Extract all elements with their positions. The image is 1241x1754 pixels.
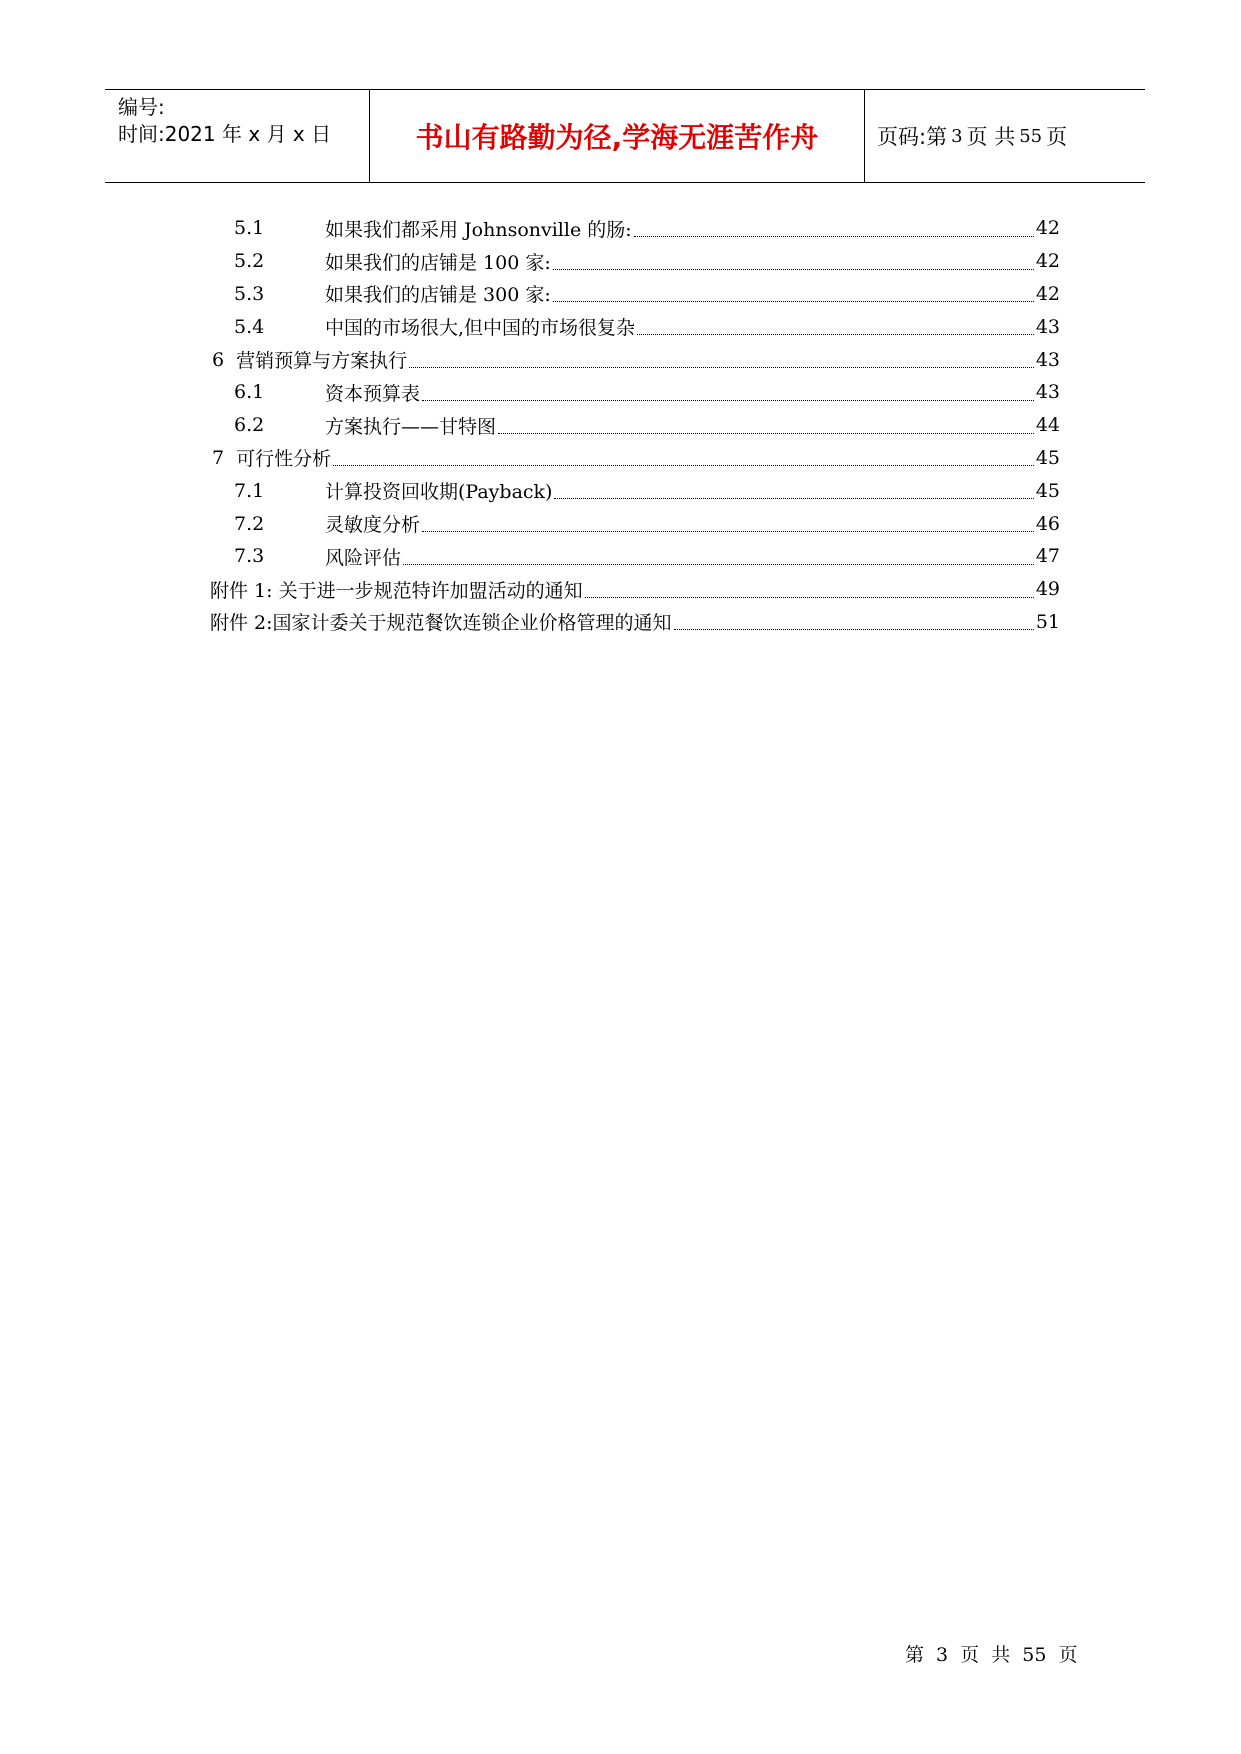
toc-entry-number: 5.1 — [234, 217, 265, 240]
toc-entry[interactable] — [212, 409, 1060, 442]
toc-entry-title: 风险评估 — [325, 546, 402, 569]
toc-dot-leader — [498, 433, 1034, 434]
toc-entry[interactable] — [212, 212, 1060, 245]
toc-entry[interactable] — [212, 442, 1060, 475]
page-suffix: 页 — [1046, 125, 1068, 149]
toc-entry-page: 46 — [1035, 512, 1060, 535]
toc-entry[interactable] — [210, 606, 1060, 639]
toc-entry-page: 43 — [1035, 315, 1060, 338]
page-mid: 页 共 — [966, 125, 1016, 149]
toc-entry-page: 42 — [1035, 282, 1060, 305]
page-current: 3 — [951, 125, 963, 147]
toc-entry-page: 44 — [1035, 414, 1060, 437]
toc-entry-page: 42 — [1035, 250, 1060, 273]
toc-entry-number: 7.1 — [234, 479, 265, 502]
toc-entry-title: 营销预算与方案执行 — [236, 350, 408, 373]
toc-entry[interactable] — [212, 245, 1060, 278]
toc-entry-title: 如果我们的店铺是 300 家: — [325, 284, 551, 307]
toc-entry-page: 51 — [1035, 610, 1060, 633]
toc-entry[interactable] — [210, 573, 1060, 606]
toc-entry-page: 45 — [1035, 479, 1060, 502]
toc-entry-title: 如果我们都采用 Johnsonville 的肠: — [325, 218, 632, 241]
toc-dot-leader — [637, 334, 1034, 335]
toc-dot-leader — [553, 269, 1034, 270]
toc-entry-number: 5.2 — [234, 250, 265, 273]
toc-entry-title: 资本预算表 — [325, 382, 421, 405]
toc-entry-number: 6.1 — [234, 381, 265, 404]
toc-entry-number: 6.2 — [234, 414, 265, 437]
toc-entry-page: 43 — [1035, 348, 1060, 371]
page-footer: 第 3 页 共 55 页 — [905, 1644, 1078, 1666]
toc-entry-title: 灵敏度分析 — [325, 514, 421, 537]
toc-entry[interactable] — [212, 376, 1060, 409]
header-motto: 书山有路勤为径,学海无涯苦作舟 — [370, 90, 865, 182]
toc-entry[interactable] — [212, 343, 1060, 376]
page-header — [105, 89, 1145, 183]
toc-dot-leader — [674, 629, 1034, 630]
toc-entry-page: 42 — [1035, 217, 1060, 240]
toc-dot-leader — [409, 367, 1034, 368]
toc-entry[interactable] — [212, 474, 1060, 507]
toc-entry-number: 7.3 — [234, 545, 265, 568]
page-total: 55 — [1019, 125, 1043, 147]
toc-entry-page: 43 — [1035, 381, 1060, 404]
toc-entry-title: 附件 1: 关于进一步规范特许加盟活动的通知 — [210, 579, 583, 602]
toc-dot-leader — [422, 400, 1034, 401]
toc-entry-number: 5.4 — [234, 315, 265, 338]
toc-entry-number: 7 — [212, 446, 225, 469]
toc-entry-title: 方案执行——甘特图 — [325, 415, 497, 438]
toc-entry-title: 附件 2:国家计委关于规范餐饮连锁企业价格管理的通知 — [210, 612, 672, 635]
page-prefix: 页码:第 — [877, 125, 948, 149]
time-label: 时间:2021 年 x 月 x 日 — [118, 122, 332, 146]
toc-entry-number: 7.2 — [234, 512, 265, 535]
header-page-number — [865, 90, 1145, 182]
toc-dot-leader — [333, 465, 1034, 466]
toc-entry-number: 6 — [212, 348, 225, 371]
toc-dot-leader — [553, 301, 1034, 302]
serial-label: 编号: — [118, 95, 165, 119]
toc-entry-title: 计算投资回收期(Payback) — [325, 481, 553, 504]
toc-entry-title: 可行性分析 — [236, 448, 332, 471]
toc-entry-title: 中国的市场很大,但中国的市场很复杂 — [325, 317, 636, 340]
toc-entry[interactable] — [212, 310, 1060, 343]
toc-entry-number: 5.3 — [234, 282, 265, 305]
toc-dot-leader — [634, 236, 1034, 237]
toc-entry-page: 45 — [1035, 446, 1060, 469]
table-of-contents — [212, 212, 1060, 638]
toc-dot-leader — [585, 597, 1034, 598]
toc-entry-page: 49 — [1035, 578, 1060, 601]
toc-dot-leader — [554, 498, 1033, 499]
toc-entry[interactable] — [212, 540, 1060, 573]
toc-dot-leader — [422, 531, 1034, 532]
toc-entry[interactable] — [212, 278, 1060, 311]
toc-entry[interactable] — [212, 507, 1060, 540]
toc-dot-leader — [403, 564, 1034, 565]
header-meta — [105, 90, 370, 182]
toc-entry-title: 如果我们的店铺是 100 家: — [325, 251, 551, 274]
toc-entry-page: 47 — [1035, 545, 1060, 568]
